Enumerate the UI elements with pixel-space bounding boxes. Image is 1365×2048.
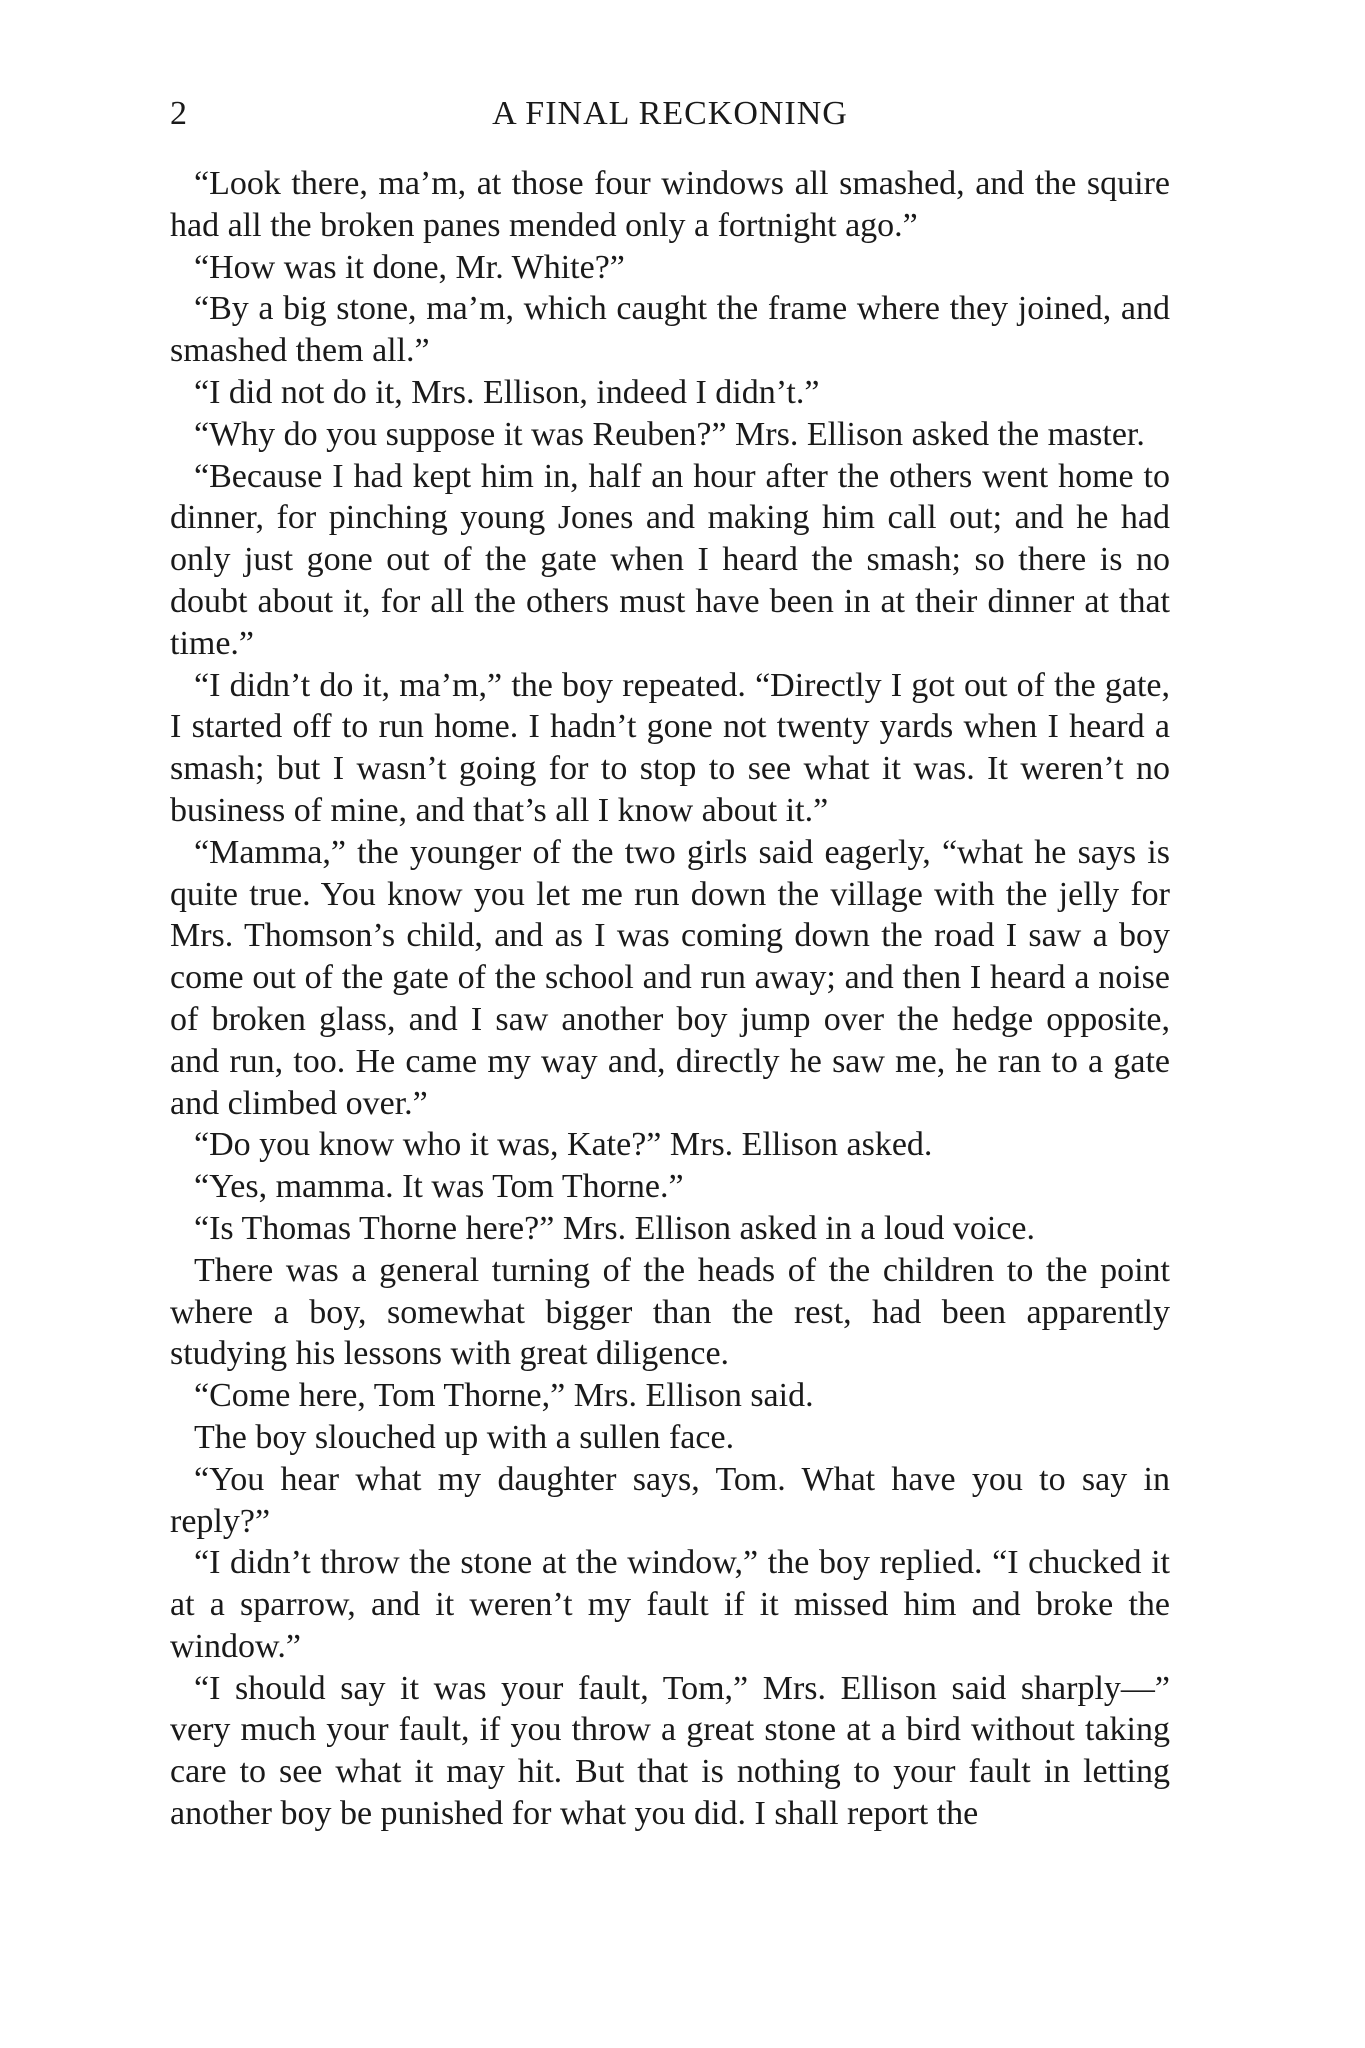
paragraph: “Come here, Tom Thorne,” Mrs. Ellison said. bbox=[194, 1377, 814, 1415]
paragraph: “By a big stone, ma’m, which caught the frame where they joined, and smashed them all.” bbox=[170, 290, 1170, 370]
paragraph: The boy slouched up with a sullen face. bbox=[194, 1418, 735, 1456]
page-number: 2 bbox=[170, 95, 187, 132]
book-title: A FINAL RECKONING bbox=[492, 95, 848, 132]
paragraph: “Mamma,” the younger of the two girls said eagerly, “what he says is quite true. You know you let me run down the village with the jelly for Mrs. Thomson’s child, and as I was coming down the road I saw a boy come out of the gate of the school and run away; and then I heard a noise of broken glass, and I saw another boy jump over the hedge opposite, and run, too. He came my way and, directly he saw me, he ran to a gate and climbed over.” bbox=[170, 833, 1170, 1122]
paragraph: “Why do you suppose it was Reuben?” Mrs. Ellison asked the master. bbox=[194, 415, 1145, 453]
paragraph: “I didn’t do it, ma’m,” the boy repeated. “Directly I got out of the gate, I started off to run home. I hadn’t gone not twenty yards when I heard a smash; but I wasn’t going for to stop to see what it was. It weren’t no business of mine, and that’s all I know about it.” bbox=[170, 666, 1170, 829]
paragraph: “Because I had kept him in, half an hour after the others went home to dinner, for pinching young Jones and making him call out; and he had only just gone out of the gate when I heard the smash; so there is no doubt about it, for all the others must have been in at their dinner at that time.” bbox=[170, 457, 1170, 662]
paragraph: There was a general turning of the heads of the children to the point where a boy, somewhat bigger than the rest, had been apparently studying his lessons with great diligence. bbox=[170, 1251, 1170, 1373]
body-text bbox=[170, 163, 1170, 1835]
paragraph: “Is Thomas Thorne here?” Mrs. Ellison asked in a loud voice. bbox=[194, 1209, 1035, 1247]
paragraph: “You hear what my daughter says, Tom. What have you to say in reply?” bbox=[170, 1460, 1170, 1540]
paragraph: “Yes, mamma. It was Tom Thorne.” bbox=[194, 1168, 684, 1206]
running-head bbox=[170, 90, 1170, 138]
paragraph: “I did not do it, Mrs. Ellison, indeed I didn’t.” bbox=[194, 373, 820, 411]
paragraph: “Do you know who it was, Kate?” Mrs. Ellison asked. bbox=[194, 1126, 933, 1164]
paragraph: “Look there, ma’m, at those four windows all smashed, and the squire had all the broken panes mended only a fortnight ago.” bbox=[170, 165, 1170, 244]
paragraph: “I didn’t throw the stone at the window,” the boy replied. “I chucked it at a sparrow, and it weren’t my fault if it missed him and broke the window.” bbox=[170, 1544, 1170, 1665]
paragraph: “How was it done, Mr. White?” bbox=[194, 248, 625, 286]
paragraph: “I should say it was your fault, Tom,” Mrs. Ellison said sharply—” very much your fault, if you throw a great stone at a bird without taking care to see what it may hit. But that is nothing to your fault in letting another boy be punished for what you did. I shall report the bbox=[170, 1669, 1170, 1833]
